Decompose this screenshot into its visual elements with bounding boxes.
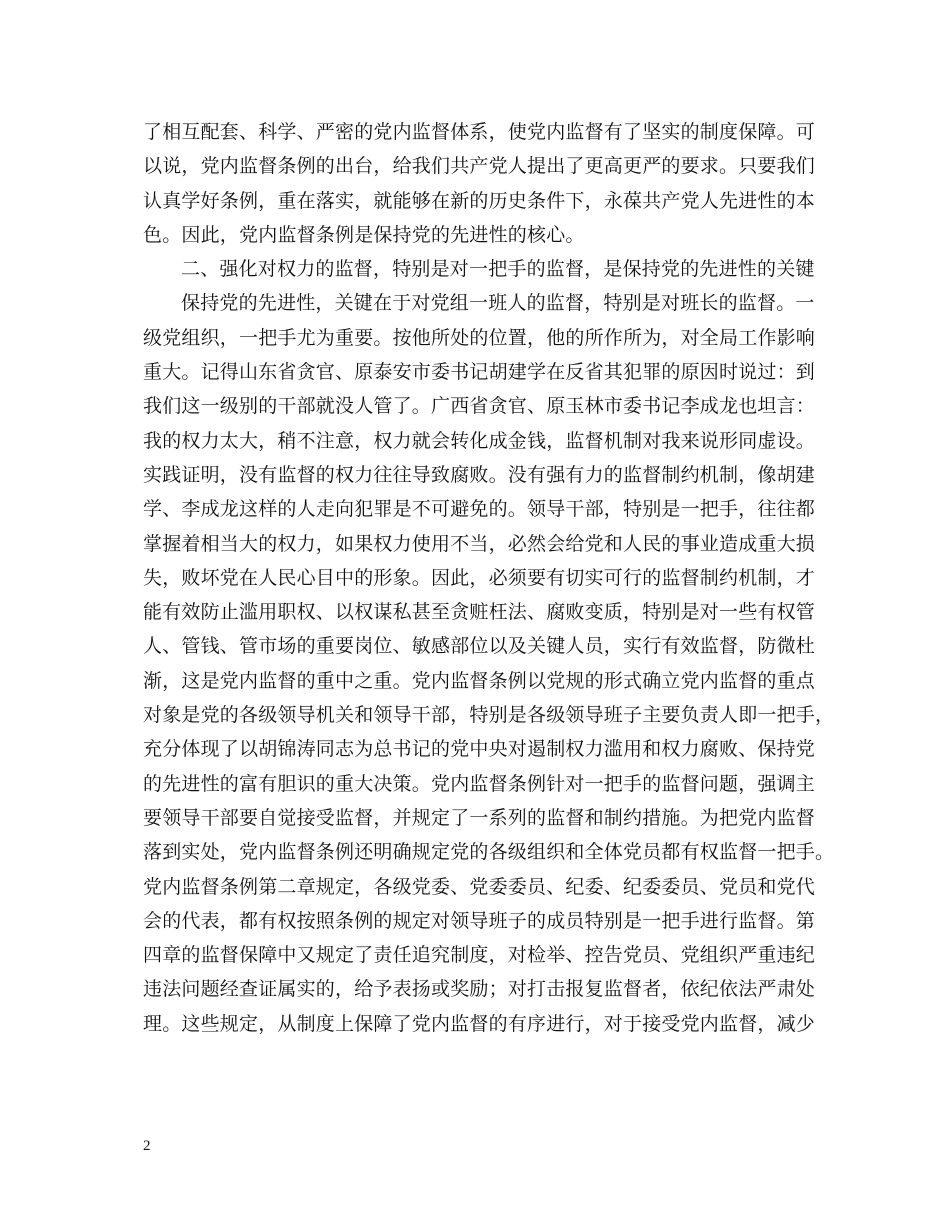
text-line: 我们这一级别的干部就没人管了。广西省贪官、原玉林市委书记李成龙也坦言： bbox=[143, 395, 816, 418]
text-line: 渐，这是党内监督的重中之重。党内监督条例以党规的形式确立党内监督的重点 bbox=[143, 669, 816, 692]
text-line: 党内监督条例第二章规定，各级党委、党委委员、纪委、纪委委员、党员和党代 bbox=[143, 875, 816, 898]
text-line: 我的权力太大，稍不注意，权力就会转化成金钱，监督机制对我来说形同虚设。 bbox=[143, 429, 816, 452]
text-line: 人、管钱、管市场的重要岗位、敏感部位以及关键人员，实行有效监督，防微杜 bbox=[143, 635, 816, 658]
page-number: 2 bbox=[143, 1138, 151, 1154]
text-line: 重大。记得山东省贪官、原泰安市委书记胡建学在反省其犯罪的原因时说过：到 bbox=[143, 361, 816, 384]
text-line: 对象是党的各级领导机关和领导干部，特别是各级领导班子主要负责人即一把手， bbox=[143, 704, 835, 727]
text-line: 违法问题经查证属实的，给予表扬或奖励；对打击报复监督者，依纪依法严肃处 bbox=[143, 978, 816, 1001]
paragraph-first-line: 保持党的先进性，关键在于对党组一班人的监督，特别是对班长的监督。一 bbox=[181, 292, 815, 315]
text-line: 了相互配套、科学、严密的党内监督体系，使党内监督有了坚实的制度保障。可 bbox=[143, 121, 816, 143]
text-line: 充分体现了以胡锦涛同志为总书记的党中央对遏制权力滥用和权力腐败、保持党 bbox=[143, 738, 816, 761]
text-line: 认真学好条例，重在落实，就能够在新的历史条件下，永葆共产党人先进性的本 bbox=[143, 189, 816, 212]
text-line: 四章的监督保障中又规定了责任追究制度，对检举、控告党员、党组织严重违纪 bbox=[143, 944, 816, 967]
text-line: 级党组织，一把手尤为重要。按他所处的位置，他的所作所为，对全局工作影响 bbox=[143, 326, 816, 349]
text-line: 理。这些规定，从制度上保障了党内监督的有序进行，对于接受党内监督，减少 bbox=[143, 1012, 816, 1035]
text-line: 要领导干部要自觉接受监督，并规定了一系列的监督和制约措施。为把党内监督 bbox=[143, 806, 816, 829]
text-line: 能有效防止滥用职权、以权谋私甚至贪赃枉法、腐败变质，特别是对一些有权管 bbox=[143, 601, 816, 624]
text-line: 会的代表，都有权按照条例的规定对领导班子的成员特别是一把手进行监督。第 bbox=[143, 909, 816, 932]
text-line: 掌握着相当大的权力，如果权力使用不当，必然会给党和人民的事业造成重大损 bbox=[143, 532, 816, 555]
text-line: 色。因此，党内监督条例是保持党的先进性的核心。 bbox=[143, 223, 585, 246]
section-heading: 二、强化对权力的监督，特别是对一把手的监督，是保持党的先进性的关键 bbox=[181, 258, 815, 281]
text-line: 学、李成龙这样的人走向犯罪是不可避免的。领导干部，特别是一把手，往往都 bbox=[143, 498, 816, 521]
document-body bbox=[143, 115, 835, 1041]
text-line: 失，败坏党在人民心目中的形象。因此，必须要有切实可行的监督制约机制，才 bbox=[143, 566, 816, 589]
text-line: 的先进性的富有胆识的重大决策。党内监督条例针对一把手的监督问题，强调主 bbox=[143, 772, 816, 795]
text-line: 以说，党内监督条例的出台，给我们共产党人提出了更高更严的要求。只要我们 bbox=[143, 155, 816, 178]
text-line: 落到实处，党内监督条例还明确规定党的各级组织和全体党员都有权监督一把手。 bbox=[143, 841, 835, 864]
text-line: 实践证明，没有监督的权力往往导致腐败。没有强有力的监督制约机制，像胡建 bbox=[143, 463, 816, 486]
